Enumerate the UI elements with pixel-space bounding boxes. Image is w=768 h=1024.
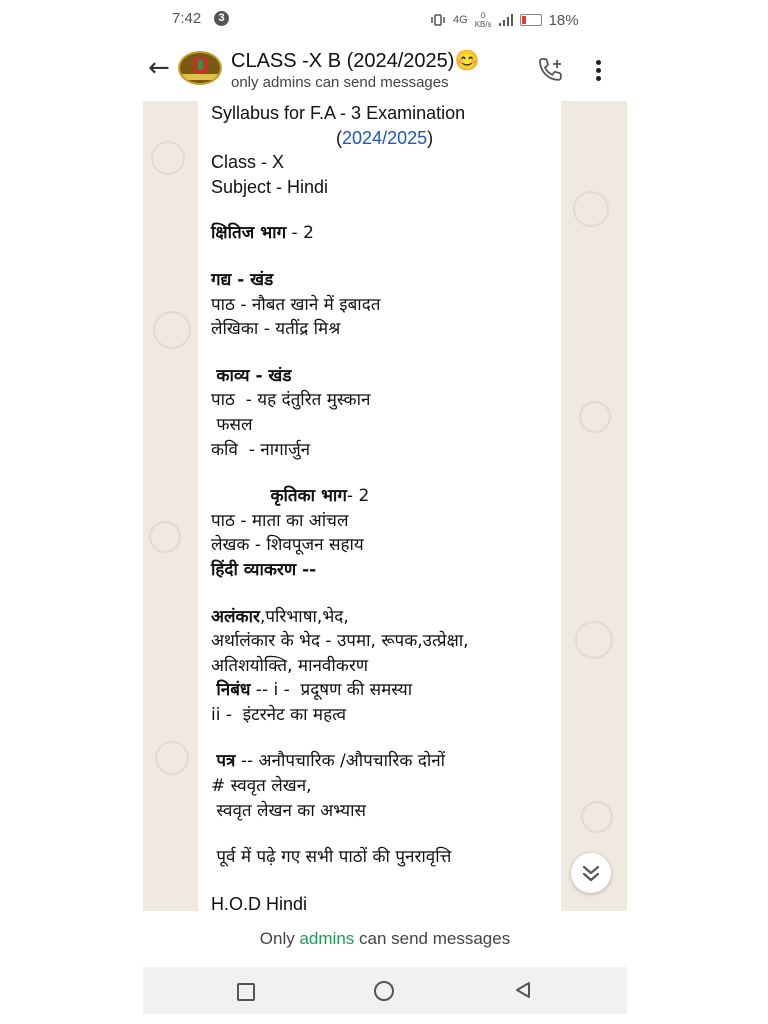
doc-line: लेखिका - यतींद्र मिश्र xyxy=(211,319,341,340)
wallpaper-doodle xyxy=(155,741,189,775)
group-subtitle: only admins can send messages xyxy=(231,74,449,91)
doc-line: पाठ - नौबत खाने में इबादत xyxy=(211,294,381,315)
battery-percent: 18% xyxy=(548,11,579,29)
group-avatar-icon[interactable] xyxy=(178,51,222,85)
scroll-down-icon xyxy=(571,853,611,893)
doc-line: हिंदी व्याकरण -- xyxy=(211,559,317,580)
doc-line: अर्थालंकार के भेद - उपमा, रूपक,उत्प्रेक्षा, xyxy=(211,631,469,652)
doc-line: लेखक - शिवपूजन सहाय xyxy=(211,535,364,556)
notification-count-badge: 3 xyxy=(214,11,229,26)
doc-signature: H.O.D Hindi xyxy=(211,893,308,911)
wallpaper-doodle xyxy=(575,621,613,659)
doc-line: फसल xyxy=(216,414,253,435)
wallpaper-doodle xyxy=(579,401,611,433)
syllabus-image-message[interactable] xyxy=(198,101,561,911)
doc-line: स्ववृत लेखन का अभ्यास xyxy=(216,800,366,821)
chat-area[interactable] xyxy=(143,101,627,911)
status-icons xyxy=(430,11,579,29)
doc-line: कवि - नागार्जुन xyxy=(211,439,311,460)
doc-line: # स्ववृत लेखन, xyxy=(211,776,312,797)
vibrate-icon xyxy=(430,14,446,26)
doc-year: (2024/2025) xyxy=(336,127,434,148)
status-time: 7:42 xyxy=(172,10,202,27)
signal-icon xyxy=(499,14,513,26)
add-call-icon[interactable] xyxy=(536,58,564,84)
data-speed: 0 KB/s xyxy=(474,11,492,29)
battery-icon xyxy=(520,14,542,26)
doc-line: पाठ - यह दंतुरित मुस्कान xyxy=(211,390,371,411)
wallpaper-doodle xyxy=(573,191,609,227)
wallpaper-doodle xyxy=(149,521,181,553)
doc-line: अलंकार,परिभाषा,भेद, xyxy=(211,606,349,627)
doc-line: निबंध -- i - प्रदूषण की समस्या xyxy=(216,680,413,701)
doc-subject: Subject - Hindi xyxy=(211,176,329,197)
doc-line: पूर्व में पढ़े गए सभी पाठों की पुनरावृत्ति xyxy=(216,847,452,868)
nav-back-icon[interactable] xyxy=(513,980,533,1000)
back-arrow-icon[interactable]: ← xyxy=(148,53,170,83)
doc-line: पत्र -- अनौपचारिक /औपचारिक दोनों xyxy=(216,751,446,772)
network-type: 4G xyxy=(453,14,468,26)
doc-title: Syllabus for F.A - 3 Examination xyxy=(211,103,466,123)
doc-line: कृतिका भाग- 2 xyxy=(270,486,370,507)
scroll-to-bottom-button[interactable] xyxy=(571,853,611,893)
syllabus-text xyxy=(211,101,551,911)
doc-line: पाठ - माता का आंचल xyxy=(211,510,349,531)
admin-only-notice: Only admins can send messages xyxy=(143,911,627,967)
wallpaper-doodle xyxy=(581,801,613,833)
wallpaper-doodle xyxy=(153,311,191,349)
doc-line: क्षितिज भाग - 2 xyxy=(211,223,314,244)
doc-class: Class - X xyxy=(211,152,285,173)
doc-line: काव्य - खंड xyxy=(216,365,292,386)
doc-line: अतिशयोक्ति, मानवीकरण xyxy=(211,655,369,676)
group-name[interactable]: CLASS -X B (2024/2025)😊 xyxy=(231,50,480,72)
system-nav-bar xyxy=(143,967,627,1014)
more-vert-icon[interactable] xyxy=(590,58,606,84)
recents-icon[interactable] xyxy=(237,983,255,1001)
status-bar xyxy=(0,0,768,40)
doc-line: ii - इंटरनेट का महत्व xyxy=(211,704,347,725)
wallpaper-doodle xyxy=(151,141,185,175)
home-icon[interactable] xyxy=(374,981,394,1001)
chat-header xyxy=(140,42,628,100)
doc-line: गद्य - खंड xyxy=(211,269,274,290)
admins-link[interactable]: admins xyxy=(299,929,355,948)
